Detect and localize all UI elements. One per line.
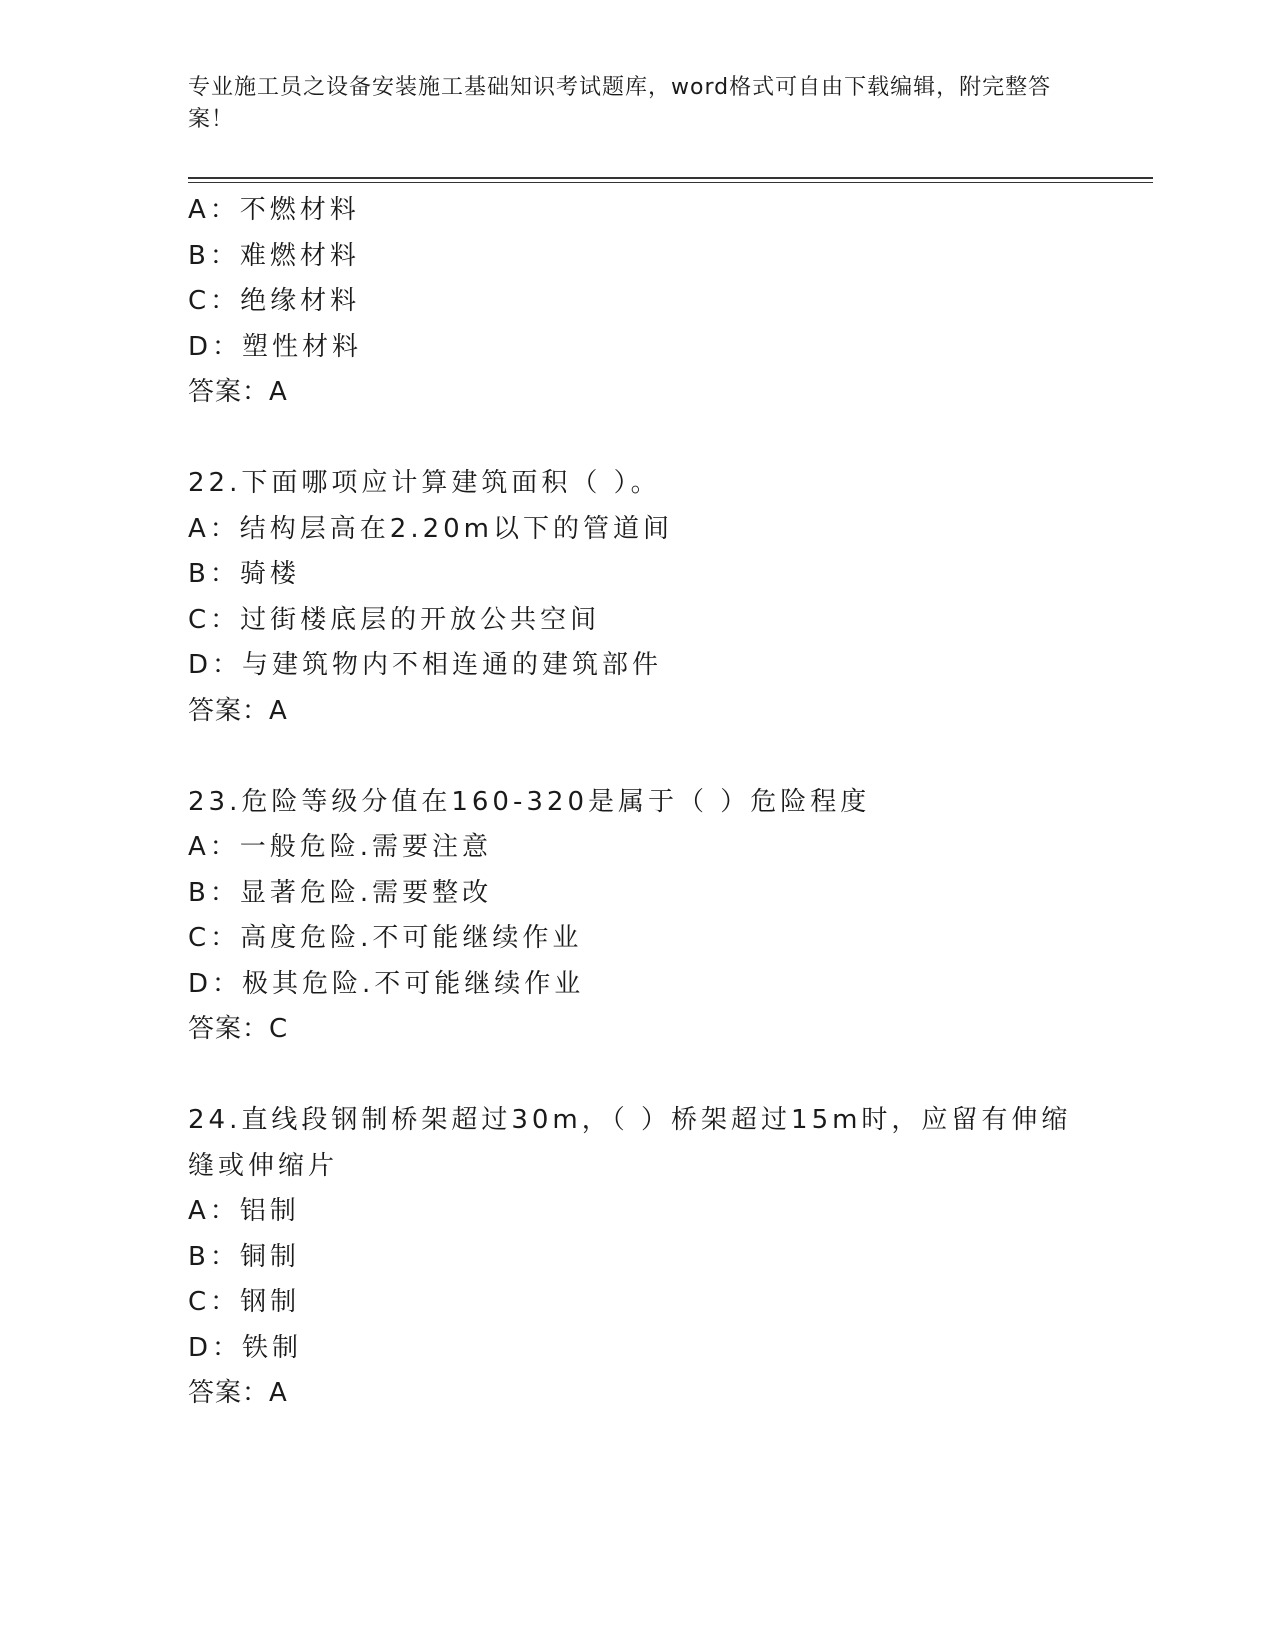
option-d: D：与建筑物内不相连通的建筑部件 bbox=[188, 650, 663, 680]
option-b: B：显著危险.需要整改 bbox=[188, 877, 493, 908]
answer: 答案：A bbox=[188, 377, 288, 407]
option-b: B：骑楼 bbox=[188, 559, 300, 589]
question-title: 24.直线段钢制桥架超过30m，（ ）桥架超过15m时，应留有伸缩缝或伸缩片 bbox=[188, 1105, 1072, 1181]
option-b: B：难燃材料 bbox=[188, 240, 360, 271]
spacer bbox=[188, 416, 1088, 462]
spacer bbox=[188, 1053, 1088, 1099]
header-rule-bottom bbox=[188, 182, 1153, 183]
question-title: 22.下面哪项应计算建筑面积（ ）。 bbox=[188, 468, 661, 498]
option-d: D：极其危险.不可能继续作业 bbox=[188, 968, 585, 999]
option-a: A：不燃材料 bbox=[188, 195, 360, 225]
option-d: D：塑性材料 bbox=[188, 331, 363, 362]
option-c: C：高度危险.不可能继续作业 bbox=[188, 923, 583, 953]
answer: 答案：A bbox=[188, 695, 288, 726]
question-24 bbox=[188, 1098, 1088, 1417]
option-a: A：铝制 bbox=[188, 1196, 300, 1226]
option-a: A：结构层高在2.20m以下的管道间 bbox=[188, 513, 674, 544]
answer: 答案：A bbox=[188, 1378, 288, 1408]
question-23 bbox=[188, 780, 1088, 1053]
question-22 bbox=[188, 461, 1088, 734]
option-b: B：铜制 bbox=[188, 1241, 300, 1272]
header-rule-top bbox=[188, 177, 1153, 179]
question-title: 23.危险等级分值在160-320是属于（ ）危险程度 bbox=[188, 786, 871, 817]
question-21-continued bbox=[188, 188, 1088, 416]
answer: 答案：C bbox=[188, 1014, 289, 1044]
document-header: 专业施工员之设备安装施工基础知识考试题库，word格式可自由下载编辑，附完整答案！ bbox=[188, 75, 1052, 132]
option-c: C：钢制 bbox=[188, 1287, 301, 1317]
question-content bbox=[188, 188, 1088, 1417]
option-a: A：一般危险.需要注意 bbox=[188, 832, 493, 862]
option-c: C：绝缘材料 bbox=[188, 286, 361, 316]
option-c: C：过街楼底层的开放公共空间 bbox=[188, 604, 601, 635]
option-d: D：铁制 bbox=[188, 1332, 303, 1363]
spacer bbox=[188, 734, 1088, 780]
